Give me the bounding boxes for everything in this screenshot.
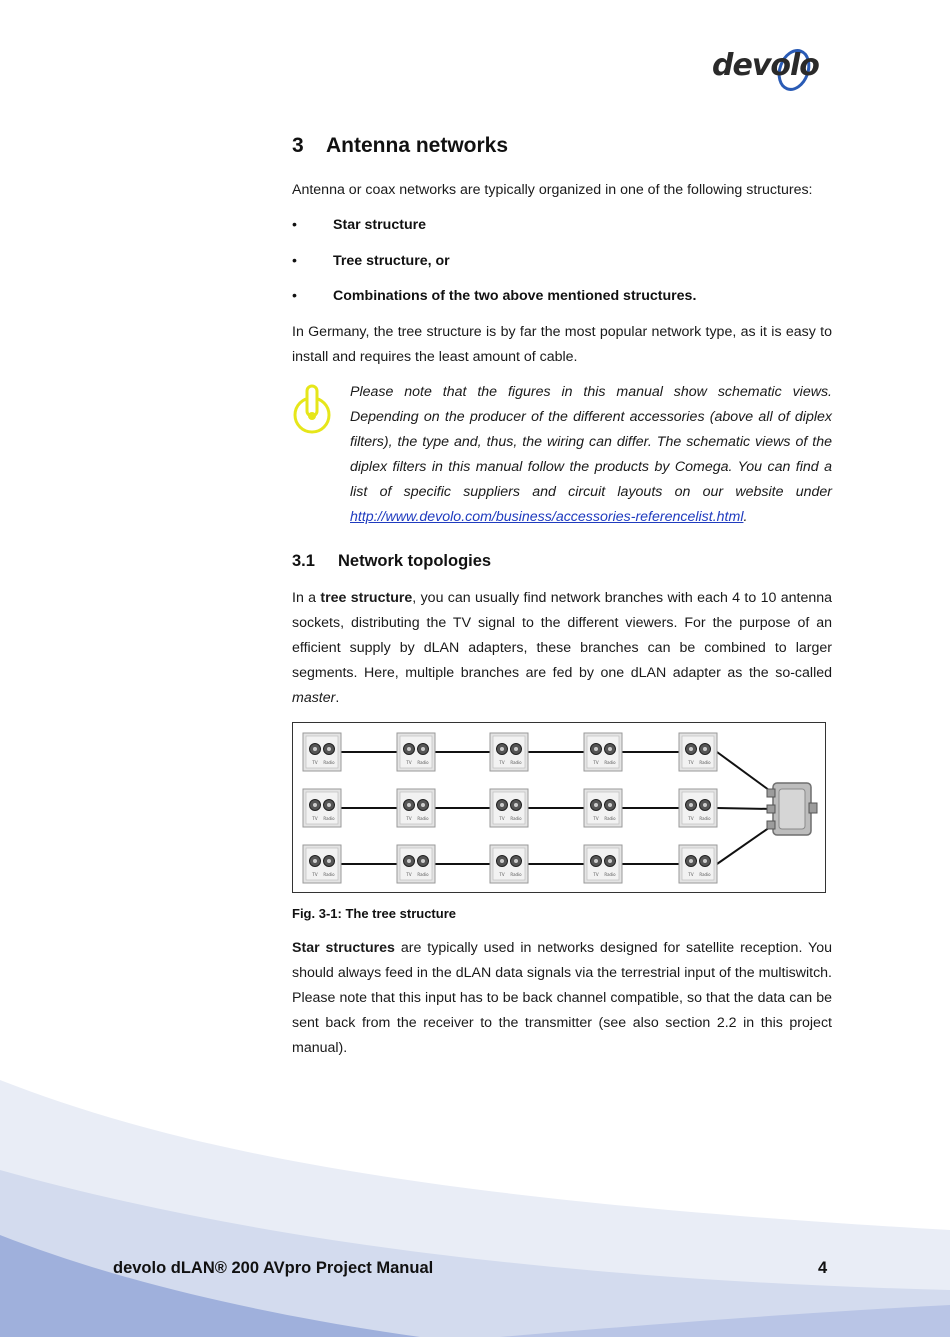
distributor-cover: [779, 789, 805, 829]
radio-label: Radio: [417, 816, 429, 821]
coax-pin: [594, 803, 598, 807]
radio-label: Radio: [604, 760, 616, 765]
tv-label: TV: [688, 872, 694, 877]
coax-pin: [421, 859, 425, 863]
coax-pin: [327, 859, 331, 863]
coax-pin: [407, 803, 411, 807]
tv-label: TV: [499, 872, 505, 877]
note-body: Please note that the figures in this manual show schematic views. Depending on the producer of the different accessories (above all of diplex filters), the type and, thus, the wiring can differ. The schematic views of the diplex filters in this manual follow the products by Comega. You can find a list of specific suppliers and circuit layouts on our website under: [350, 384, 832, 500]
subsection-title: Network topologies: [338, 552, 492, 570]
note-text: [350, 380, 832, 530]
text-run: are typically used in networks designed for satellite reception. You should always feed in the dLAN data signals via the terrestrial input of the multiswitch. Please note that this input has to be back channel compatible, so that the data can be sent back from the receiver to the transmitter (see also section 2.2 in this project manual).: [292, 940, 832, 1056]
coax-pin: [608, 859, 612, 863]
attention-icon: [292, 382, 334, 436]
logo-text: devolo: [712, 48, 819, 83]
suppliers-link[interactable]: http://www.devolo.com/business/accessories-referencelist.html: [350, 509, 744, 525]
tv-label: TV: [312, 816, 318, 821]
germany-paragraph: In Germany, the tree structure is by far the most popular network type, as it is easy to install and requires the least amount of cable.: [292, 324, 832, 365]
tv-label: TV: [499, 816, 505, 821]
coax-pin: [421, 803, 425, 807]
bullet-tree: • Tree structure, or: [292, 253, 450, 269]
tv-label: TV: [406, 760, 412, 765]
feed-cable: [717, 808, 773, 809]
text-run: .: [335, 690, 340, 706]
tv-label: TV: [312, 760, 318, 765]
note-end: .: [743, 509, 748, 525]
coax-pin: [514, 859, 518, 863]
coax-pin: [689, 803, 693, 807]
bullet-star: • Star structure: [292, 217, 427, 233]
tree-diagram: [293, 723, 825, 892]
bullet-label: Tree structure, or: [333, 253, 450, 269]
coax-pin: [327, 747, 331, 751]
radio-label: Radio: [699, 872, 711, 877]
distributor-port: [767, 805, 775, 813]
tv-label: TV: [499, 760, 505, 765]
coax-pin: [327, 803, 331, 807]
radio-label: Radio: [604, 872, 616, 877]
coax-pin: [407, 859, 411, 863]
text-run: In a: [292, 590, 321, 606]
coax-pin: [703, 747, 707, 751]
tv-label: TV: [688, 816, 694, 821]
section-number: 3: [292, 134, 304, 157]
coax-pin: [608, 803, 612, 807]
coax-pin: [594, 747, 598, 751]
coax-pin: [313, 747, 317, 751]
coax-pin: [703, 803, 707, 807]
tv-label: TV: [406, 816, 412, 821]
tv-label: TV: [593, 872, 599, 877]
radio-label: Radio: [510, 816, 522, 821]
master-term: master: [292, 690, 336, 706]
page-number: 4: [818, 1259, 828, 1277]
radio-label: Radio: [604, 816, 616, 821]
coax-pin: [689, 747, 693, 751]
feed-cable: [717, 752, 773, 793]
distributor-port: [767, 821, 775, 829]
radio-label: Radio: [510, 760, 522, 765]
tree-structure-term: tree structure: [320, 590, 413, 606]
section-heading: [292, 134, 508, 158]
feed-cable: [717, 825, 773, 864]
figure-caption: Fig. 3-1: The tree structure: [292, 906, 456, 921]
subsection-heading: [292, 552, 491, 571]
distributor-port: [767, 789, 775, 797]
coax-pin: [703, 859, 707, 863]
tv-label: TV: [593, 816, 599, 821]
coax-pin: [421, 747, 425, 751]
coax-pin: [500, 747, 504, 751]
coax-pin: [407, 747, 411, 751]
coax-pin: [514, 747, 518, 751]
tree-paragraph: [292, 586, 832, 711]
tree-structure-figure: [292, 722, 826, 893]
text-run: , you can usually find network branches with each 4 to 10 antenna sockets, distributing the TV signal to the different viewers. For the purpose of an efficient supply by dLAN adapters, these branches can be combined to larger segments. Here, multiple branches are fed by one dLAN adapter as the so-called: [292, 590, 832, 681]
bullet-combination: • Combinations of the two above mentioned structures.: [292, 288, 697, 304]
radio-label: Radio: [417, 760, 429, 765]
footer-title: devolo dLAN® 200 AVpro Project Manual: [113, 1259, 434, 1277]
coax-pin: [313, 859, 317, 863]
radio-label: Radio: [510, 872, 522, 877]
intro-paragraph: Antenna or coax networks are typically organized in one of the following structures:: [292, 182, 813, 198]
radio-label: Radio: [699, 816, 711, 821]
coax-pin: [500, 803, 504, 807]
subsection-number: 3.1: [292, 552, 315, 570]
bullet-label: Star structure: [333, 217, 427, 233]
coax-pin: [514, 803, 518, 807]
radio-label: Radio: [699, 760, 711, 765]
coax-pin: [689, 859, 693, 863]
coax-pin: [313, 803, 317, 807]
distributor-input: [809, 803, 817, 813]
tv-label: TV: [406, 872, 412, 877]
coax-pin: [500, 859, 504, 863]
star-paragraph: [292, 936, 832, 1061]
section-title: Antenna networks: [326, 134, 509, 157]
bullet-label: Combinations of the two above mentioned structures.: [333, 288, 697, 304]
coax-pin: [594, 859, 598, 863]
radio-label: Radio: [417, 872, 429, 877]
star-structures-term: Star structures: [292, 940, 395, 956]
tv-label: TV: [688, 760, 694, 765]
radio-label: Radio: [323, 760, 335, 765]
coax-pin: [608, 747, 612, 751]
radio-label: Radio: [323, 816, 335, 821]
tv-label: TV: [312, 872, 318, 877]
radio-label: Radio: [323, 872, 335, 877]
tv-label: TV: [593, 760, 599, 765]
